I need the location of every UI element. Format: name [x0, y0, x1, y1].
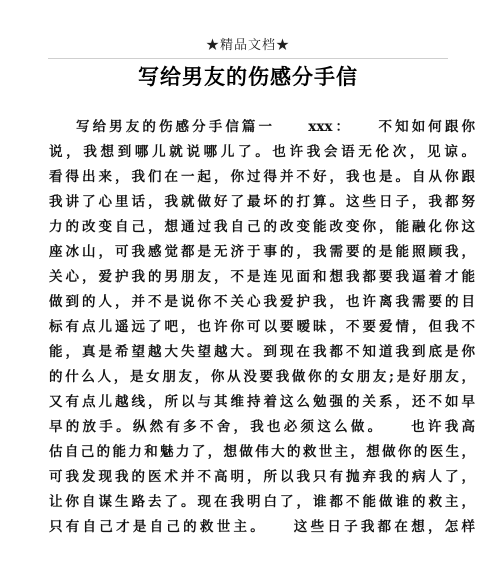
- body-line: 写给男友的伤感分手信篇一 xxx： 不知如何跟你: [76, 119, 475, 135]
- header-divider: [48, 58, 448, 59]
- body-line: 力的改变自己，想通过我自己的改变能改变你，能融化你这: [49, 219, 475, 235]
- body-line: 标有点儿遥远了吧，也许你可以要暧昧，不要爱情，但我不: [49, 319, 475, 335]
- body-line: 可我发现我的医术并不高明，所以我只有抛弃我的病人了，: [49, 469, 475, 485]
- body-line: 说，我想到哪儿就说哪儿了。也许我会语无伦次，见谅。: [49, 144, 475, 160]
- document-body: [49, 115, 475, 540]
- body-line: 让你自谋生路去了。现在我明白了，谁都不能做谁的救主，: [49, 494, 475, 510]
- body-line: 做到的人，并不是说你不关心我爱护我，也许离我需要的目: [49, 294, 475, 310]
- body-line: 能，真是希望越大失望越大。到现在我都不知道我到底是你: [49, 344, 475, 360]
- body-line: 我讲了心里话，我就做好了最坏的打算。这些日子，我都努: [49, 194, 475, 210]
- body-line: 只有自己才是自己的救世主。 这些日子我都在想，怎样: [49, 519, 475, 535]
- body-line: 又有点儿越线，所以与其维持着这么勉强的关系，还不如早: [49, 394, 475, 410]
- body-line: 的什么人，是女朋友，你从没要我做你的女朋友;是好朋友，: [49, 369, 475, 385]
- header-mark: ★精品文档★: [205, 38, 290, 53]
- body-line: 关心，爱护我的男朋友，不是连见面和想我都要我逼着才能: [49, 269, 475, 285]
- body-line: 看得出来，我们在一起，你过得并不好，我也是。自从你跟: [49, 169, 475, 185]
- body-line: 座冰山，可我感觉都是无济于事的，我需要的是能照顾我，: [49, 244, 475, 260]
- document-title: 写给男友的伤感分手信: [138, 64, 358, 89]
- body-line: 估自己的能力和魅力了，想做伟大的救世主，想做你的医生，: [49, 444, 475, 460]
- body-line: 早的放手。纵然有多不舍，我也必须这么做。 也许我高: [49, 419, 475, 435]
